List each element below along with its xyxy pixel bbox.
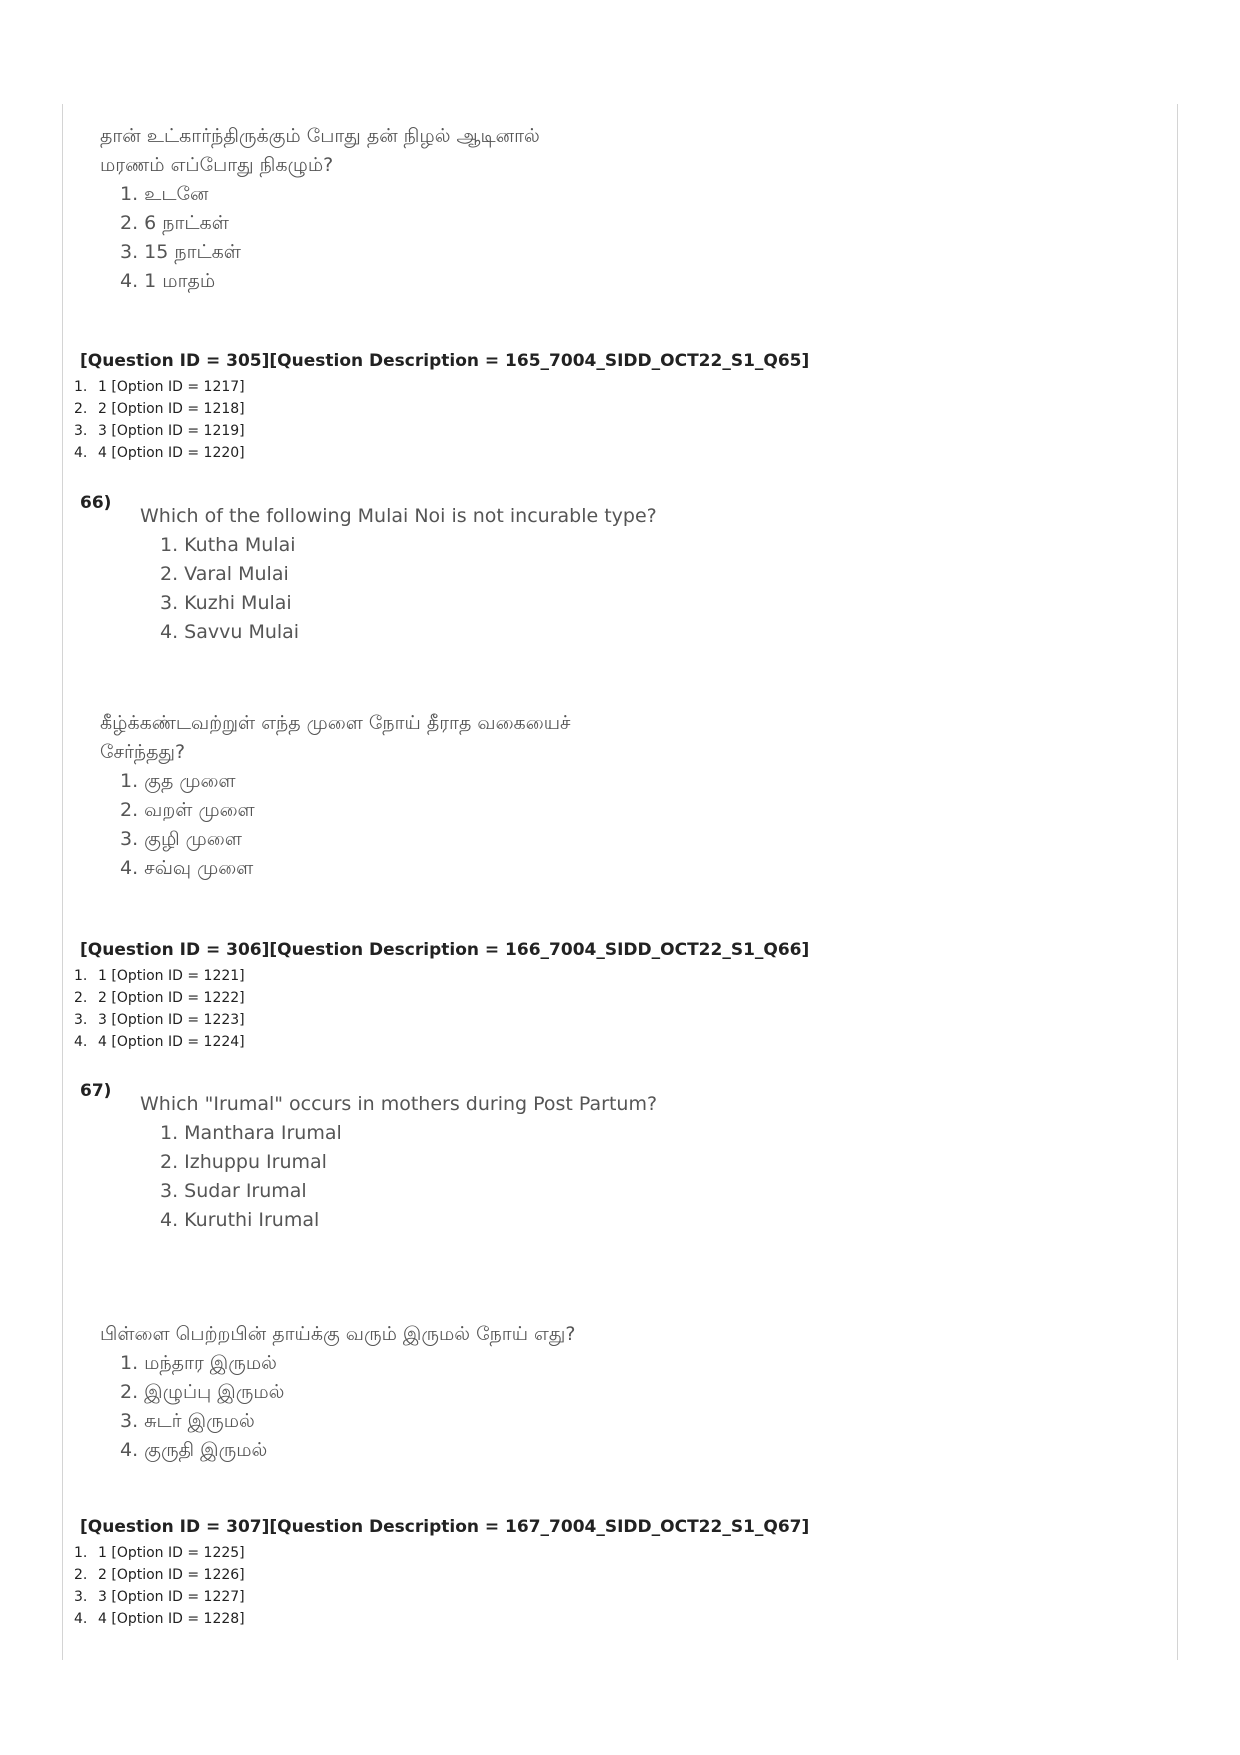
q67-meta-option-3: 3. 3 [Option ID = 1227] bbox=[74, 1589, 245, 1605]
q66-tamil-option-1: 1. குத முளை bbox=[120, 770, 236, 792]
q66-tamil-question-line-1: கீழ்க்கண்டவற்றுள் எந்த முளை நோய் தீராத வகையைச் bbox=[100, 712, 571, 734]
q67-meta-title: [Question ID = 307][Question Description = 167_7004_SIDD_OCT22_S1_Q67] bbox=[80, 1517, 810, 1537]
q67-number: 67) bbox=[80, 1081, 112, 1101]
q66-tamil-option-2: 2. வறள் முளை bbox=[120, 799, 255, 821]
q66-tamil-block bbox=[100, 709, 571, 883]
q66-option-1: 1. Kutha Mulai bbox=[160, 534, 296, 556]
q67-option-1: 1. Manthara Irumal bbox=[160, 1122, 342, 1144]
q65-tamil-option-1: 1. உடனே bbox=[120, 183, 209, 205]
q66-option-2: 2. Varal Mulai bbox=[160, 563, 289, 585]
q67-options bbox=[160, 1119, 657, 1235]
q67-option-3: 3. Sudar Irumal bbox=[160, 1180, 307, 1202]
q67-meta-options bbox=[74, 1542, 809, 1630]
q65-meta-title: [Question ID = 305][Question Description = 165_7004_SIDD_OCT22_S1_Q65] bbox=[80, 351, 810, 371]
q67-tamil-option-4: 4. குருதி இருமல் bbox=[120, 1439, 268, 1461]
q65-meta-option-3: 3. 3 [Option ID = 1219] bbox=[74, 423, 245, 439]
page-border-right bbox=[1177, 104, 1178, 1660]
q66-tamil-option-4: 4. சவ்வு முளை bbox=[120, 857, 254, 879]
q66-meta-option-4: 4. 4 [Option ID = 1224] bbox=[74, 1034, 245, 1050]
q67-tamil-question: பிள்ளை பெற்றபின் தாய்க்கு வரும் இருமல் நோய் எது? bbox=[100, 1323, 576, 1345]
q67-meta-option-1: 1. 1 [Option ID = 1225] bbox=[74, 1545, 245, 1561]
page-border-left bbox=[62, 104, 63, 1660]
q65-tamil-options bbox=[120, 180, 540, 296]
q65-tamil-question-line-2: மரணம் எப்போது நிகழும்? bbox=[100, 154, 334, 176]
q67-option-4: 4. Kuruthi Irumal bbox=[160, 1209, 320, 1231]
q66-option-4: 4. Savvu Mulai bbox=[160, 621, 300, 643]
q67-meta-option-2: 2. 2 [Option ID = 1226] bbox=[74, 1567, 245, 1583]
q65-meta-options bbox=[74, 376, 809, 464]
q65-tamil-option-2: 2. 6 நாட்கள் bbox=[120, 212, 229, 234]
q66-question: Which of the following Mulai Noi is not incurable type? bbox=[140, 505, 657, 527]
q66-meta-option-2: 2. 2 [Option ID = 1222] bbox=[74, 990, 245, 1006]
q66-number: 66) bbox=[80, 493, 112, 513]
q65-tamil-question-line-1: தான் உட்கார்ந்திருக்கும் போது தன் நிழல் ஆடினால் bbox=[100, 125, 540, 147]
q66-meta-option-3: 3. 3 [Option ID = 1223] bbox=[74, 1012, 245, 1028]
q66-english-block bbox=[140, 502, 657, 647]
q65-meta-option-1: 1. 1 [Option ID = 1217] bbox=[74, 379, 245, 395]
q66-meta-title: [Question ID = 306][Question Description = 166_7004_SIDD_OCT22_S1_Q66] bbox=[80, 940, 810, 960]
q66-option-3: 3. Kuzhi Mulai bbox=[160, 592, 292, 614]
q66-meta-option-1: 1. 1 [Option ID = 1221] bbox=[74, 968, 245, 984]
q67-tamil-options bbox=[120, 1349, 575, 1465]
q65-tamil-option-4: 4. 1 மாதம் bbox=[120, 270, 216, 292]
q65-meta-block bbox=[74, 350, 810, 464]
q67-meta-option-4: 4. 4 [Option ID = 1228] bbox=[74, 1611, 245, 1627]
q67-tamil-option-2: 2. இழுப்பு இருமல் bbox=[120, 1381, 285, 1403]
q66-meta-options bbox=[74, 965, 809, 1053]
q65-tamil-option-3: 3. 15 நாட்கள் bbox=[120, 241, 241, 263]
q67-question: Which "Irumal" occurs in mothers during Post Partum? bbox=[140, 1093, 658, 1115]
q65-meta-option-4: 4. 4 [Option ID = 1220] bbox=[74, 445, 245, 461]
q67-option-2: 2. Izhuppu Irumal bbox=[160, 1151, 327, 1173]
q66-meta-block bbox=[74, 939, 810, 1053]
q66-tamil-question-line-2: சேர்ந்தது? bbox=[100, 741, 186, 763]
q66-tamil-option-3: 3. குழி முளை bbox=[120, 828, 242, 850]
q67-tamil-option-1: 1. மந்தார இருமல் bbox=[120, 1352, 277, 1374]
q66-tamil-options bbox=[120, 767, 571, 883]
q67-english-block bbox=[140, 1090, 657, 1235]
q66-options bbox=[160, 531, 657, 647]
q65-tamil-block bbox=[100, 122, 540, 296]
q67-tamil-option-3: 3. சுடர் இருமல் bbox=[120, 1410, 255, 1432]
q67-meta-block bbox=[74, 1516, 810, 1630]
q65-meta-option-2: 2. 2 [Option ID = 1218] bbox=[74, 401, 245, 417]
q67-tamil-block bbox=[100, 1320, 575, 1465]
